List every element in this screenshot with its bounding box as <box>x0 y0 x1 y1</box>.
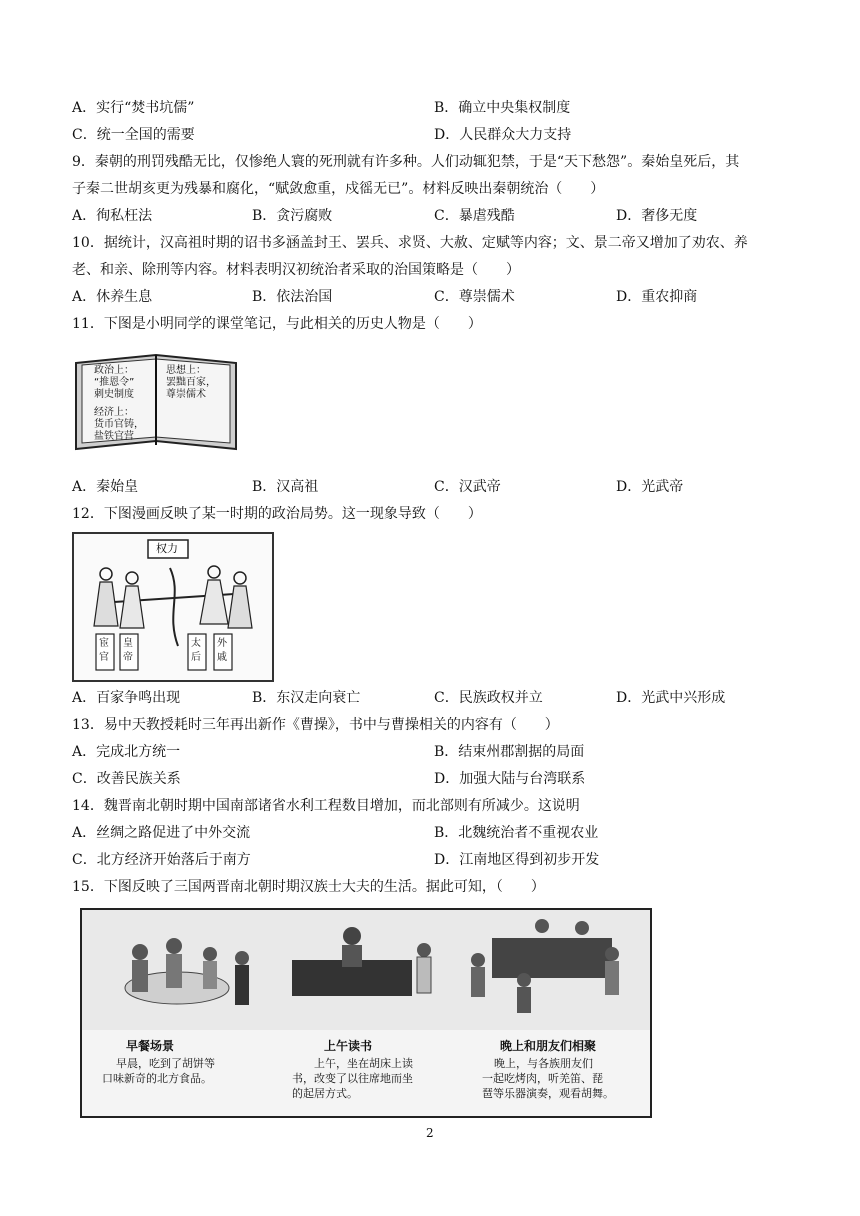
notebook-left-1: 政治上： <box>94 365 134 376</box>
page-number: 2 <box>426 1126 434 1140</box>
q9-option-b: B．贪污腐败 <box>252 208 333 224</box>
panel3-line2: 一起吃烤肉，听羌笛、琵 <box>482 1072 603 1085</box>
q14-option-c: C．北方经济开始落后于南方 <box>72 852 251 868</box>
q13-stem: 13．易中天教授耗时三年再出新作《曹操》，书中与曹操相关的内容有（ ） <box>72 717 559 733</box>
q8-option-c: C．统一全国的需要 <box>72 127 195 143</box>
cartoon-power-label: 权力 <box>156 542 178 555</box>
q14-stem: 14．魏晋南北朝时期中国南部诸省水利工程数目增加，而北部则有所减少。这说明 <box>72 798 580 814</box>
q12-option-a: A．百家争鸣出现 <box>72 690 181 706</box>
q9-stem-line1: 9．秦朝的刑罚残酷无比，仅惨绝人寰的死刑就有许多种。人们动辄犯禁，于是“天下愁怨”。秦始皇死后，其 <box>72 154 740 170</box>
q10-option-d: D．重农抑商 <box>616 289 698 305</box>
q11-option-b: B．汉高祖 <box>252 479 319 495</box>
scholar-life-illustration <box>82 910 650 1116</box>
q12-option-d: D．光武中兴形成 <box>616 690 726 706</box>
q12-stem: 12．下图漫画反映了某一时期的政治局势。这一现象导致（ ） <box>72 506 482 522</box>
cartoon-label-4: 帝 <box>123 652 133 663</box>
q10-option-c: C．尊崇儒术 <box>434 289 515 305</box>
q12-option-b: B．东汉走向衰亡 <box>252 690 361 706</box>
panel2-line2: 书，改变了以往席地而坐 <box>292 1072 413 1085</box>
q10-stem-line2: 老、和亲、除刑等内容。材料表明汉初统治者采取的治国策略是（ ） <box>72 262 520 278</box>
q8-option-a: A．实行“焚书坑儒” <box>72 100 195 116</box>
cartoon-label-3: 皇 <box>123 638 133 649</box>
cartoon-figure <box>72 532 274 682</box>
q14-option-b: B．北魏统治者不重视农业 <box>434 825 599 841</box>
q13-option-b: B．结束州郡割据的局面 <box>434 744 585 760</box>
panel3-title: 晚上和朋友们相聚 <box>500 1039 597 1053</box>
panel1-line2: 口味新奇的北方食品。 <box>102 1072 212 1085</box>
notebook-left-6: 盐铁官营 <box>94 431 134 442</box>
q10-stem-line1: 10．据统计，汉高祖时期的诏书多涵盖封王、罢兵、求贤、大赦、定赋等内容；文、景二帝又增加了劝农、养 <box>72 235 748 251</box>
panel2-title: 上午读书 <box>324 1039 373 1053</box>
panel1-line1: 早晨，吃到了胡饼等 <box>116 1057 215 1070</box>
q11-option-a: A．秦始皇 <box>72 479 139 495</box>
notebook-left-2: “推恩令” <box>94 377 135 388</box>
q13-option-a: A．完成北方统一 <box>72 744 181 760</box>
notebook-right-2: 罢黜百家， <box>166 377 216 388</box>
cartoon-label-1: 宦 <box>99 638 109 649</box>
panel3-line1: 晚上，与各族朋友们 <box>494 1057 593 1070</box>
q11-option-d: D．光武帝 <box>616 479 684 495</box>
notebook-left-3: 刺史制度 <box>94 389 134 400</box>
q9-option-d: D．奢侈无度 <box>616 208 698 224</box>
notebook-right-3: 尊崇儒术 <box>166 389 206 400</box>
notebook-right-1: 思想上： <box>166 365 206 376</box>
notebook-left-4: 经济上： <box>94 407 134 418</box>
q10-option-a: A．休养生息 <box>72 289 153 305</box>
panel2-line1: 上午，坐在胡床上读 <box>314 1057 413 1070</box>
notebook-figure <box>72 345 240 460</box>
q12-option-c: C．民族政权并立 <box>434 690 543 706</box>
cartoon-label-8: 戚 <box>217 652 227 663</box>
q10-option-b: B．依法治国 <box>252 289 333 305</box>
cartoon-label-5: 太 <box>191 638 201 649</box>
q15-stem: 15．下图反映了三国两晋南北朝时期汉族士大夫的生活。据此可知，（ ） <box>72 879 545 895</box>
lifestyle-figure <box>80 908 652 1118</box>
q8-option-d: D．人民群众大力支持 <box>434 127 572 143</box>
q13-option-d: D．加强大陆与台湾联系 <box>434 771 586 787</box>
q14-option-a: A．丝绸之路促进了中外交流 <box>72 825 251 841</box>
panel3-line3: 琶等乐器演奏，观看胡舞。 <box>482 1087 614 1100</box>
cartoon-label-2: 官 <box>99 652 109 663</box>
q11-option-c: C．汉武帝 <box>434 479 501 495</box>
q9-option-a: A．徇私枉法 <box>72 208 153 224</box>
panel2-line3: 的起居方式。 <box>292 1087 358 1100</box>
q9-option-c: C．暴虐残酷 <box>434 208 515 224</box>
cartoon-label-6: 后 <box>191 652 201 663</box>
q8-option-b: B．确立中央集权制度 <box>434 100 571 116</box>
q9-stem-line2: 子秦二世胡亥更为残暴和腐化，“赋敛愈重，戍徭无已”。材料反映出秦朝统治（ ） <box>72 181 605 197</box>
q13-option-c: C．改善民族关系 <box>72 771 181 787</box>
notebook-left-5: 货币官铸， <box>94 419 144 430</box>
cartoon-label-7: 外 <box>217 638 227 649</box>
q14-option-d: D．江南地区得到初步开发 <box>434 852 600 868</box>
panel1-title: 早餐场景 <box>126 1039 175 1053</box>
q11-stem: 11．下图是小明同学的课堂笔记，与此相关的历史人物是（ ） <box>72 316 482 332</box>
